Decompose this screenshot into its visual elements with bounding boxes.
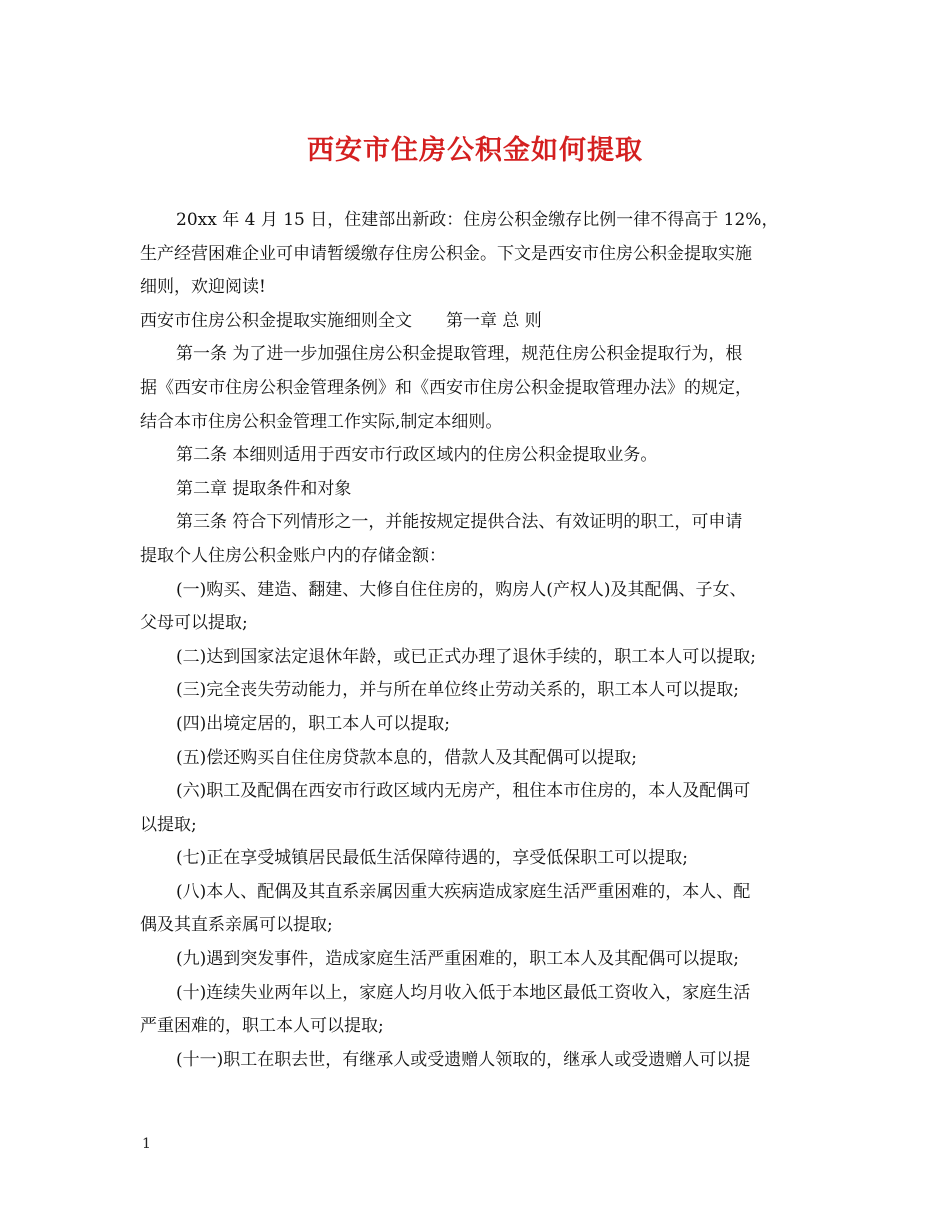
paragraph-line: (九)遇到突发事件，造成家庭生活严重困难的，职工本人及其配偶可以提取; <box>176 949 739 970</box>
paragraph-line: (四)出境定居的，职工本人可以提取; <box>176 713 450 734</box>
paragraph-line: (六)职工及配偶在西安市行政区域内无房产，租住本市住房的，本人及配偶可 <box>176 781 751 802</box>
paragraph-line: 第一条 为了进一步加强住房公积金提取管理，规范住房公积金提取行为，根 <box>176 344 743 365</box>
paragraph-line: 父母可以提取; <box>140 613 248 634</box>
paragraph-line: (一)购买、建造、翻建、大修自住住房的，购房人(产权人)及其配偶、子女、 <box>176 579 747 600</box>
chapter-heading: 第二章 提取条件和对象 <box>176 478 352 499</box>
paragraph-line: (七)正在享受城镇居民最低生活保障待遇的，享受低保职工可以提取; <box>176 848 688 869</box>
paragraph-line: (十)连续失业两年以上，家庭人均月收入低于本地区最低工资收入，家庭生活 <box>176 982 751 1003</box>
paragraph-line: (十一)职工在职去世，有继承人或受遗赠人领取的，继承人或受遗赠人可以提 <box>176 1049 751 1070</box>
page-number: 1 <box>142 1136 151 1152</box>
paragraph-line: (八)本人、配偶及其直系亲属因重大疾病造成家庭生活严重困难的，本人、配 <box>176 881 751 902</box>
paragraph-line: 以提取; <box>140 814 197 835</box>
paragraph-line: 偶及其直系亲属可以提取; <box>140 915 333 936</box>
page-title: 西安市住房公积金如何提取 <box>307 135 643 166</box>
paragraph-line: 细则，欢迎阅读! <box>140 277 266 298</box>
paragraph-line: 据《西安市住房公积金管理条例》和《西安市住房公积金提取管理办法》的规定， <box>140 377 752 398</box>
document-body <box>140 204 820 1077</box>
paragraph-line: (五)偿还购买自住住房贷款本息的，借款人及其配偶可以提取; <box>176 747 637 768</box>
paragraph-line: 严重困难的，职工本人可以提取; <box>140 1016 384 1037</box>
paragraph-line: 20xx 年 4 月 15 日，住建部出新政：住房公积金缴存比例一律不得高于 12%， <box>176 210 779 230</box>
paragraph-line: 生产经营困难企业可申请暂缓缴存住房公积金。下文是西安市住房公积金提取实施 <box>140 243 752 264</box>
paragraph-line: 结合本市住房公积金管理工作实际,制定本细则。 <box>140 411 503 432</box>
paragraph-line: (二)达到国家法定退休年龄，或已正式办理了退休手续的，职工本人可以提取; <box>176 646 756 667</box>
paragraph-line: 第二条 本细则适用于西安市行政区域内的住房公积金提取业务。 <box>176 445 658 466</box>
paragraph-line: 西安市住房公积金提取实施细则全文 第一章 总 则 <box>140 310 542 331</box>
paragraph-line: 第三条 符合下列情形之一，并能按规定提供合法、有效证明的职工，可申请 <box>176 512 743 533</box>
paragraph-line: 提取个人住房公积金账户内的存储金额： <box>140 545 446 566</box>
paragraph-line: (三)完全丧失劳动能力，并与所在单位终止劳动关系的，职工本人可以提取; <box>176 680 739 701</box>
